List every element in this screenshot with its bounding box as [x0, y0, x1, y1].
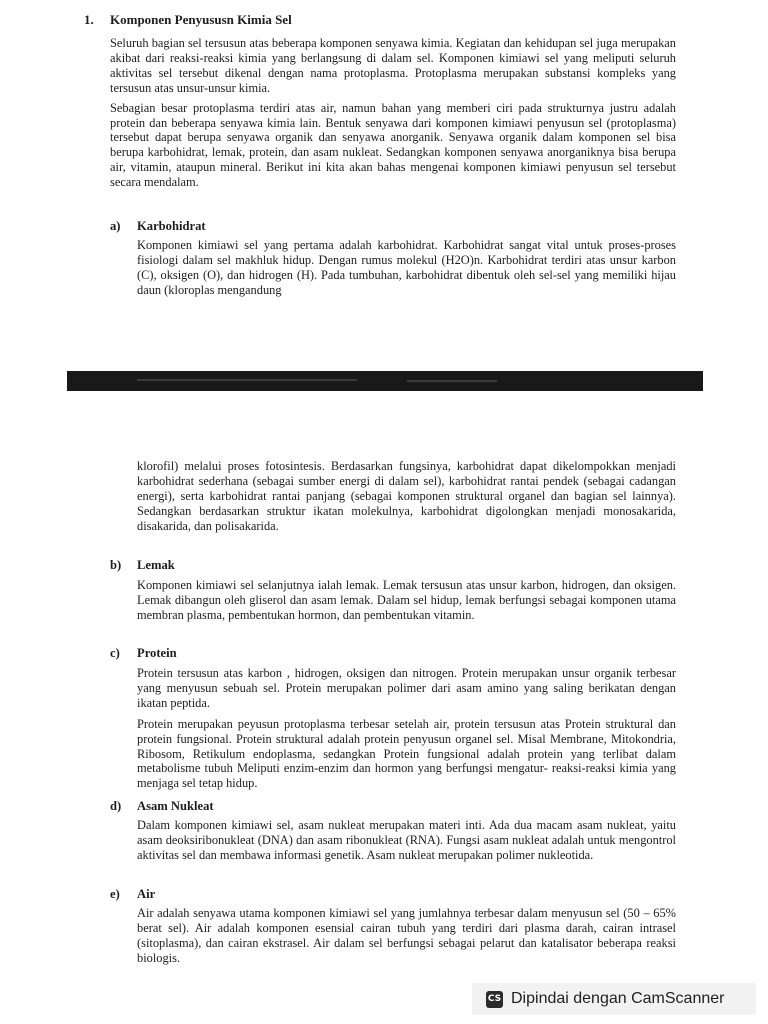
- subsection-letter: c): [110, 646, 120, 660]
- intro-block: [110, 36, 676, 190]
- karbohidrat-text-1: Komponen kimiawi sel yang pertama adalah karbohidrat. Karbohidrat sangat vital untuk proses-proses fisiologi dalam sel makhluk hidup. Dengan rumus molekul (H2O)n. Karbohidrat terdiri atas unsur karbon (C), oksigen (O), dan hidrogen (H). Pada tumbuhan, karbohidrat dibentuk oleh sel-sel yang memiliki hijau daun (kloroplas mengandung: [137, 238, 676, 297]
- band-line-left: [137, 379, 357, 381]
- subsection-letter: a): [110, 219, 121, 233]
- subsection-heading-protein: [110, 646, 177, 661]
- subsection-heading-asam-nukleat: [110, 799, 214, 814]
- section-heading: [84, 12, 292, 27]
- air-paragraph: [137, 906, 676, 966]
- subsection-heading-karbohidrat: [110, 219, 206, 234]
- karbohidrat-paragraph-part2: [137, 459, 676, 534]
- intro-paragraph-2: Sebagian besar protoplasma terdiri atas air, namun bahan yang memberi ciri pada strukturnya justru adalah protein dan beberapa senyawa kimia lain. Bentuk senyawa dari komponen kimiawi penyusun sel (protoplasma) tersebut dapat berupa senyawa organik dan senyawa anorganik. Senyawa organik dalam komponen sel bisa berupa karbohidrat, lemak, protein, dan asam nukleat. Sedangkan komponen senyawa anorganiknya bisa berupa air, vitamin, ataupun mineral. Berikut ini kita akan bahas mengenai komponen kimiawi penyusun sel tersebut secara mendalam.: [110, 100, 676, 190]
- lemak-paragraph: [137, 578, 676, 623]
- protein-block: [137, 666, 676, 791]
- watermark-label: Dipindai dengan CamScanner: [511, 990, 725, 1007]
- protein-text-2: Protein merupakan peyusun protoplasma terbesar setelah air, protein tersusun atas Protein struktural dan protein fungsional. Protein struktural adalah protein penyusun organel sel. Misal Membrane, Mitokondria, Ribosom, Retikulum endoplasma, sedangkan Protein fungsional adalah protein yang terlibat dalam metabolisme tubuh Meliputi enzim-enzim dan hormon yang berfungsi mengatur- reaksi-reaksi kimia yang menjaga sel tetap hidup.: [137, 716, 676, 791]
- subsection-title: Protein: [137, 646, 177, 660]
- subsection-heading-lemak: [110, 558, 175, 573]
- karbohidrat-paragraph-part1: [137, 238, 676, 298]
- subsection-letter: b): [110, 558, 122, 572]
- subsection-letter: e): [110, 887, 120, 901]
- asam-nukleat-paragraph: [137, 818, 676, 863]
- camscanner-logo-icon: CS: [486, 991, 503, 1008]
- subsection-heading-air: [110, 887, 155, 902]
- subsection-title: Karbohidrat: [137, 219, 206, 233]
- air-text: Air adalah senyawa utama komponen kimiawi sel yang jumlahnya terbesar dalam menyusun sel (50 – 65% berat sel). Air adalah komponen esensial cairan tubuh yang terdiri dari plasma darah, cairan intrasel (sitoplasma), dan cairan ekstrasel. Air dalam sel berfungsi sebagai pelarut dan katalisator beberapa reaksi biologis.: [137, 906, 676, 965]
- subsection-letter: d): [110, 799, 122, 813]
- protein-text-1: Protein tersusun atas karbon , hidrogen, oksigen dan nitrogen. Protein merupakan unsur organik terbesar yang menyusun sebuah sel. Protein merupakan polimer dari asam amino yang saling berikatan dengan ikatan peptida.: [137, 666, 676, 710]
- karbohidrat-text-2: klorofil) melalui proses fotosintesis. Berdasarkan fungsinya, karbohidrat dapat dikelompokkan menjadi karbohidrat sederhana (sebagai sumber energi di dalam sel), karbohidrat rantai pendek (sebagai cadangan energi), serta karbohidrat rantai panjang (sebagai komponen struktural organel dan bagian sel lainnya). Sedangkan berdasarkan struktur ikatan molekulnya, karbohidrat digolongkan menjadi monosakarida, disakarida, dan polisakarida.: [137, 459, 676, 533]
- subsection-title: Air: [137, 887, 156, 901]
- scan-dark-band: [67, 371, 703, 391]
- intro-paragraph-1: Seluruh bagian sel tersusun atas beberapa komponen senyawa kimia. Kegiatan dan kehidupan sel juga merupakan akibat dari reaksi-reaksi kimia yang berlangsung di dalam sel. Komponen kimiawi sel yang meliputi seluruh aktivitas sel tersebut dikenal dengan nama protoplasma. Protoplasma merupakan substansi kompleks yang tersusun atas unsur-unsur kimia.: [110, 36, 676, 95]
- lemak-text: Komponen kimiawi sel selanjutnya ialah lemak. Lemak tersusun atas unsur karbon, hidrogen, dan oksigen. Lemak dibangun oleh gliserol dan asam lemak. Dalam sel hidup, lemak berfungsi sebagai komponen utama membran plasma, pembentukan hormon, dan pembentukan vitamin.: [137, 578, 676, 622]
- section-number: 1.: [84, 12, 94, 27]
- subsection-title: Lemak: [137, 558, 175, 572]
- band-line-right: [407, 380, 497, 382]
- section-title: Komponen Penyususn Kimia Sel: [110, 12, 292, 27]
- camscanner-watermark: [472, 983, 756, 1015]
- asam-nukleat-text: Dalam komponen kimiawi sel, asam nukleat merupakan materi inti. Ada dua macam asam nukleat, yaitu asam deoksiribonukleat (DNA) dan asam ribonukleat (RNA). Fungsi asam nukleat adalah untuk mengontrol aktivitas sel dan membawa informasi genetik. Asam nukleat merupakan polimer nukleotida.: [137, 818, 676, 862]
- subsection-title: Asam Nukleat: [137, 799, 214, 813]
